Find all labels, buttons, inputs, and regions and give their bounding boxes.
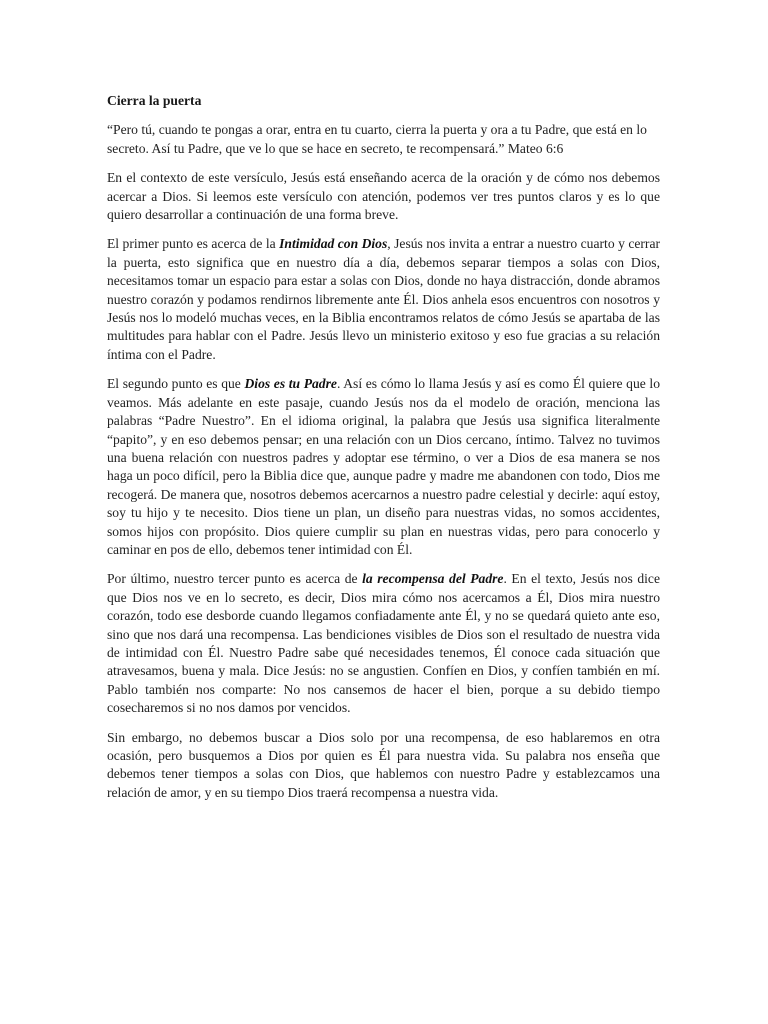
- emphasis-intimidad: Intimidad con Dios: [279, 236, 388, 252]
- paragraph-text: . En el texto, Jesús nos dice que Dios nos ve en lo secreto, es decir, Dios mira cómo nos acercamos a Él, Dios mira nuestro corazón, todo ese desborde cuando llegamos confiadamente ante Él, y no se quedará quieto ante eso, sino que nos dará una recompensa. Las bendiciones visibles de Dios son el resultado de nuestra vida de intimidad con Él. Nuestro Padre sabe qué necesidades tenemos, Él conoce cada situación que atravesamos, buena y mala. Dice Jesús: no se angustien. Confíen en Dios, y confíen también en mí. Pablo también nos comparte: No nos cansemos de hacer el bien, porque a su debido tiempo cosecharemos si no nos damos por vencidos.: [107, 571, 660, 716]
- emphasis-recompensa: la recompensa del Padre: [362, 571, 504, 587]
- paragraph-text: Por último, nuestro tercer punto es acerca de: [107, 571, 363, 587]
- paragraph-second-point: [107, 375, 660, 559]
- bible-quote: “Pero tú, cuando te pongas a orar, entra en tu cuarto, cierra la puerta y ora a tu Padre, que está en lo secreto. Así tu Padre, que ve lo que se hace en secreto, te recompensará.” Mateo 6:6: [107, 122, 647, 156]
- paragraph-context: En el contexto de este versículo, Jesús está enseñando acerca de la oración y de cómo nos debemos acercar a Dios. Si leemos este versículo con atención, podemos ver tres puntos claros y es lo que quiero desarrollar a continuación de una forma breve.: [107, 170, 660, 223]
- paragraph-conclusion: Sin embargo, no debemos buscar a Dios solo por una recompensa, de eso hablaremos en otra ocasión, pero busquemos a Dios por quien es Él para nuestra vida. Su palabra nos enseña que debemos tener tiempos a solas con Dios, que hablemos con nuestro Padre y establezcamos una relación de amor, y en su tiempo Dios traerá recompensa a nuestra vida.: [107, 729, 660, 800]
- document-title: Cierra la puerta: [107, 93, 202, 108]
- paragraph-text: El segundo punto es que: [107, 376, 245, 392]
- paragraph-text: . Así es cómo lo llama Jesús y así es como Él quiere que lo veamos. Más adelante en este pasaje, cuando Jesús nos da el modelo de oración, menciona las palabras “Padre Nuestro”. En el idioma original, la palabra que Jesús usa significa literalmente “papito”, y en eso debemos pensar; en una relación con un Dios cercano, íntimo. Talvez no tuvimos una buena relación con nuestros padres y adoptar ese término, o ver a Dios de esa manera se nos haga un poco difícil, pero la Biblia dice que, aunque padre y madre me abandonen con todo, Dios me recogerá. De manera que, nosotros debemos acercarnos a nuestro padre celestial y decirle: aquí estoy, soy tu hijo y te necesito. Dios tiene un plan, un diseño para nuestras vidas, no somos accidentes, somos hijos con propósito. Dios quiere cumplir su plan en nuestras vidas, pero para conocerlo y caminar en pos de ello, debemos tener intimidad con Él.: [107, 376, 660, 557]
- paragraph-text: El primer punto es acerca de la: [107, 236, 280, 252]
- paragraph-text: , Jesús nos invita a entrar a nuestro cuarto y cerrar la puerta, esto significa que en nuestro día a día, debemos separar tiempos a solas con Dios, necesitamos tomar un espacio para estar a solas con Dios, donde no haya distracción, donde abramos nuestro corazón y podamos rendirnos libremente ante Él. Dios anhela esos encuentros con nosotros y Jesús nos lo modeló muchas veces, en la Biblia encontramos relatos de cómo Jesús se apartaba de las multitudes para hablar con el Padre. Jesús llevo un ministerio exitoso y eso fue gracias a su relación íntima con el Padre.: [107, 236, 661, 362]
- emphasis-padre: Dios es tu Padre: [244, 376, 337, 392]
- paragraph-first-point: [107, 235, 660, 364]
- paragraph-third-point: [107, 570, 660, 717]
- document-page: [107, 92, 660, 813]
